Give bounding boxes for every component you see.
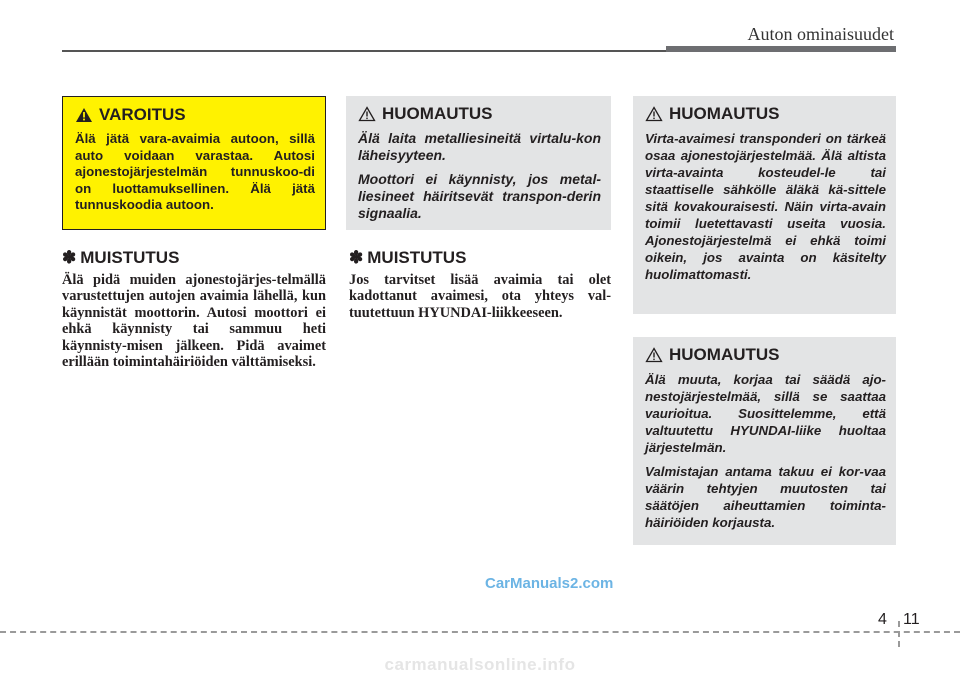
caution-right-top-title-text: HUOMAUTUS xyxy=(669,104,780,123)
footer-rule xyxy=(0,631,960,633)
note-left-title-text: MUISTUTUS xyxy=(80,248,180,267)
warning-triangle-icon xyxy=(75,107,93,123)
caution-triangle-icon xyxy=(645,347,663,363)
bottom-watermark: carmanualsonline.info xyxy=(384,655,576,674)
caution-box-right-bottom xyxy=(633,337,896,545)
warning-box xyxy=(62,96,326,230)
section-number: 4 xyxy=(878,611,887,628)
header-rule xyxy=(62,50,666,52)
watermark-link[interactable]: CarManuals2.com xyxy=(485,575,614,592)
header-rule-accent xyxy=(666,46,896,52)
note-star-icon: ✽ xyxy=(349,248,364,267)
caution-right-bottom-paragraph-1: Älä muuta, korjaa tai säädä ajo-nestojärjestelmää, sillä se saattaa vaurioitua. Suosittelemme, että valtuutettu HYUNDAI-liike huoltaa järjestelmän. xyxy=(645,372,886,455)
note-left xyxy=(62,248,326,370)
caution-triangle-icon xyxy=(645,106,663,122)
caution-box-right-top xyxy=(633,96,896,314)
note-middle xyxy=(349,248,611,321)
note-middle-title-text: MUISTUTUS xyxy=(367,248,467,267)
caution-triangle-icon xyxy=(358,106,376,122)
note-middle-title xyxy=(349,248,611,268)
note-middle-body: Jos tarvitset lisää avaimia tai olet kadottanut avaimesi, ota yhteys val-tuutettuun HYUNDAI-liikkeeseen. xyxy=(349,272,611,321)
caution-right-bottom-paragraph-2: Valmistajan antama takuu ei kor-vaa väärin tehtyjen muutosten tai säätöjen aiheuttamien toiminta-häiriöiden korjausta. xyxy=(645,464,886,530)
caution-right-bottom-title xyxy=(645,345,886,365)
note-left-title xyxy=(62,248,326,268)
note-star-icon: ✽ xyxy=(62,248,77,267)
warning-box-title xyxy=(75,105,315,125)
warning-body: Älä jätä vara-avaimia autoon, sillä auto voidaan varastaa. Autosi ajonestojärjestelmän tunnuskoo-di on luottamuksellinen. Älä jätä tunnuskoodia autoon. xyxy=(75,131,315,212)
caution-middle-title-text: HUOMAUTUS xyxy=(382,104,493,123)
header-title: Auton ominaisuudet xyxy=(747,24,894,44)
caution-right-top-title xyxy=(645,104,886,124)
caution-right-bottom-title-text: HUOMAUTUS xyxy=(669,345,780,364)
page-number: 11 xyxy=(903,611,920,628)
caution-middle-paragraph-1: Älä laita metalliesineitä virtalu-kon läheisyyteen. xyxy=(358,130,601,163)
caution-middle-title xyxy=(358,104,601,124)
caution-middle-paragraph-2: Moottori ei käynnisty, jos metal-liesineet häiritsevät transpon-derin signaalia. xyxy=(358,171,601,221)
caution-box-middle xyxy=(346,96,611,230)
warning-title-text: VAROITUS xyxy=(99,105,186,124)
footer-separator xyxy=(898,621,900,647)
caution-right-top-paragraph-1: Virta-avaimesi transponderi on tärkeä osaa ajonestojärjestelmää. Älä altista virta-avainta kosteudel-le tai staattiselle sähkölle äläkä kä-sittele sitä kovakouraisesti. Näin virta-avain toimii luetettavasti useita vuosia. Ajonestojärjestelmä ei ehkä toimi oikein, jos avainta on käsitelty huolimattomasti. xyxy=(645,131,886,282)
note-left-body: Älä pidä muiden ajonestojärjes-telmällä varustettujen autojen avaimia lähellä, kun käynnistät moottorin. Autosi moottori ei ehkä käynnisty tai sammuu heti käynnisty-misen jälkeen. Pidä avaimet erillään toimintahäiriöiden välttämiseksi. xyxy=(62,272,326,371)
